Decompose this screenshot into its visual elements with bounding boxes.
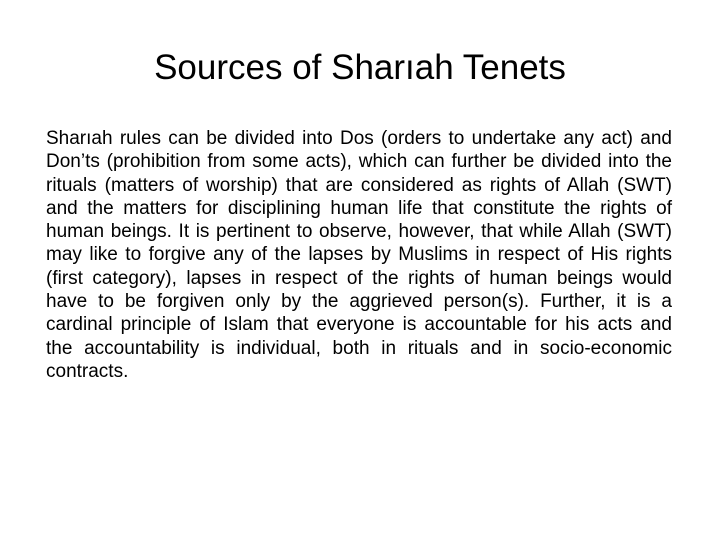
- slide-title: Sources of Sharıah Tenets: [154, 48, 566, 87]
- slide-body-text: Sharıah rules can be divided into Dos (orders to undertake any act) and Don’ts (prohibition from some acts), which can further be divided into the rituals (matters of worship) that are considered as rights of Allah (SWT) and the matters for disciplining human life that constitute the rights of human beings. It is pertinent to observe, however, that while Allah (SWT) may like to forgive any of the lapses by Muslims in respect of His rights (first category), lapses in respect of the rights of human beings would have to be forgiven only by the aggrieved person(s). Further, it is a cardinal principle of Islam that everyone is accountable for his acts and the accountability is individual, both in rituals and in socio-economic contracts.: [46, 128, 672, 382]
